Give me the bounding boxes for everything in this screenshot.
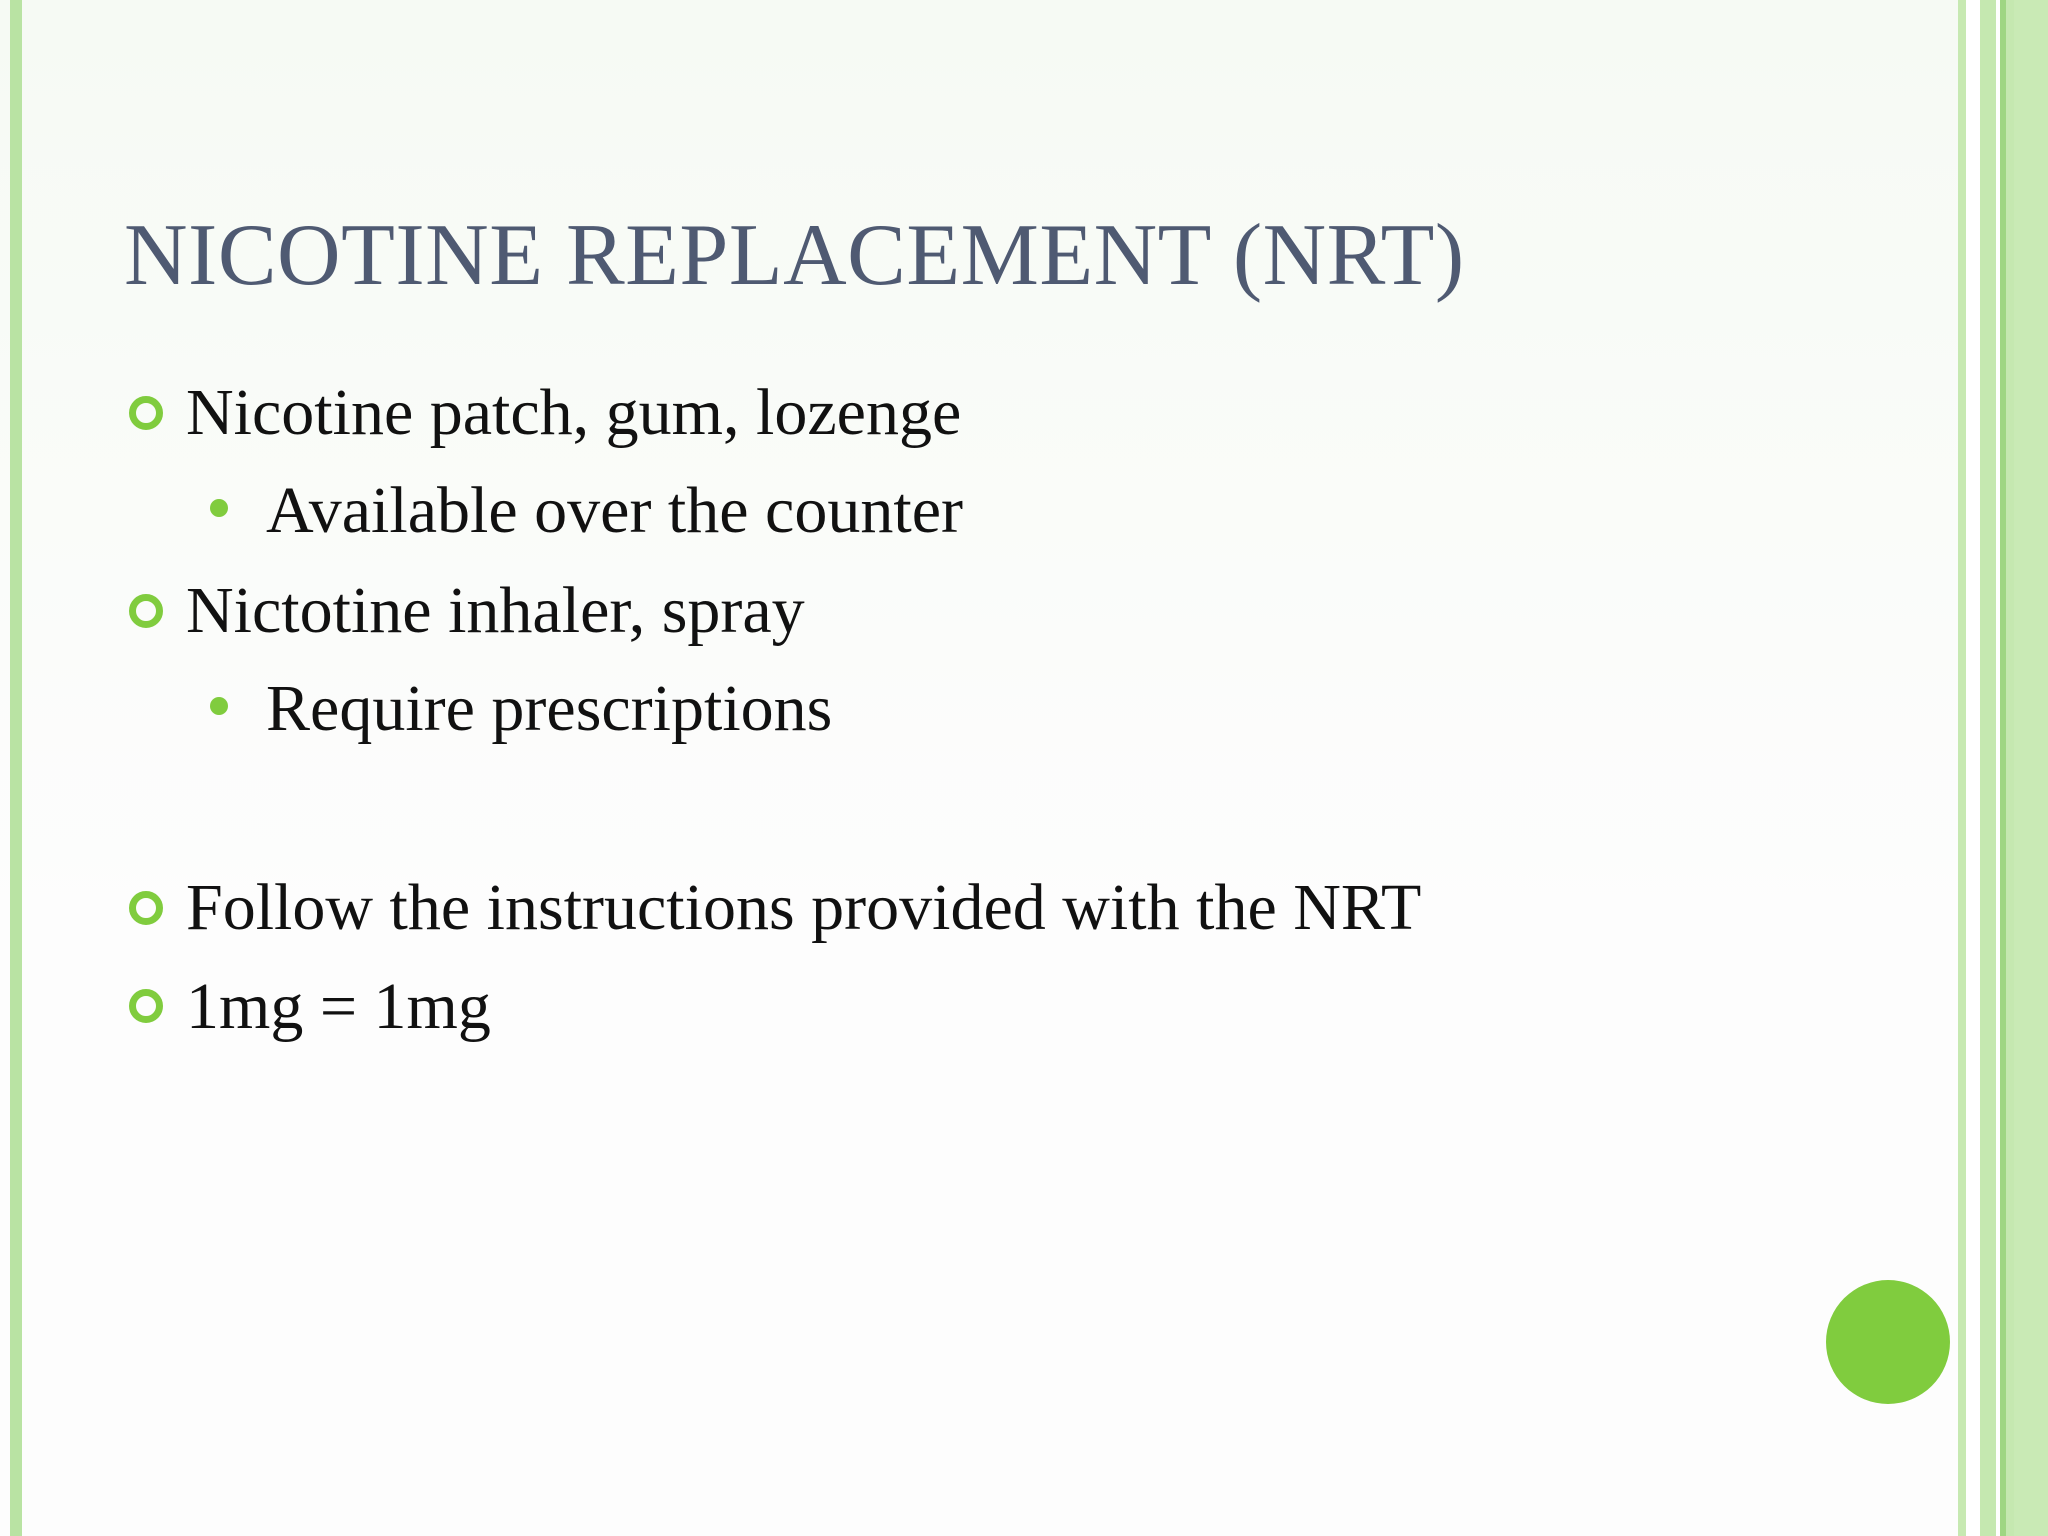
ring-bullet-icon: [129, 594, 163, 628]
right-border-band: [1966, 0, 1980, 1536]
right-border-band: [1958, 0, 1966, 1536]
bullet-item: [186, 967, 491, 1047]
slide-title: NICOTINE REPLACEMENT (NRT): [124, 207, 1465, 304]
decorative-circle: [1826, 1280, 1950, 1404]
bullet-item: [186, 868, 1421, 948]
bullet-text: 1mg = 1mg: [186, 970, 491, 1043]
ring-bullet-icon: [129, 891, 163, 925]
bullet-text: Available over the counter: [266, 474, 963, 547]
sub-bullet-item: [266, 471, 963, 551]
bullet-text: Nictotine inhaler, spray: [186, 574, 805, 647]
bullet-item: [186, 571, 805, 651]
dot-bullet-icon: [210, 697, 228, 715]
bullet-text: Nicotine patch, gum, lozenge: [186, 376, 962, 449]
dot-bullet-icon: [210, 499, 228, 517]
right-border-band: [1980, 0, 1996, 1536]
right-border-band: [2014, 0, 2048, 1536]
bullet-text: Follow the instructions provided with the NRT: [186, 871, 1422, 944]
bullet-item: [186, 373, 961, 453]
right-border-band: [2006, 0, 2014, 1536]
bullet-text: Require prescriptions: [266, 672, 833, 745]
left-border-stripe: [10, 0, 22, 1536]
ring-bullet-icon: [129, 396, 163, 430]
ring-bullet-icon: [129, 989, 163, 1023]
sub-bullet-item: [266, 669, 832, 749]
